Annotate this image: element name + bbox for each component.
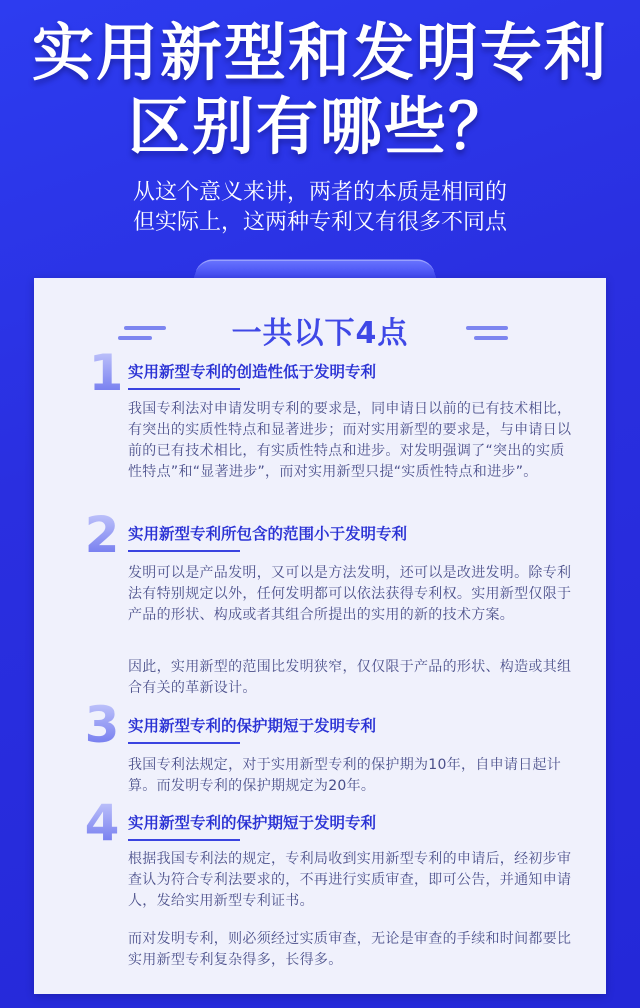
subtitle-line-1: 从这个意义来讲，两者的本质是相同的 (132, 180, 507, 205)
section-underline-3 (128, 742, 240, 744)
section-paragraph-2b: 因此，实用新型的范围比发明狭窄，仅仅限于产品的形状、构造或其组合有关的革新设计。 (128, 659, 572, 696)
card-heading-text: 一共以下4点 (231, 316, 409, 351)
heading-decoration-right (466, 326, 508, 346)
section-paragraph-2a: 发明可以是产品发明，又可以是方法发明，还可以是改进发明。除专利法有特别规定以外，任何发明都可以依法获得专利权。实用新型仅限于产品的形状、构成或者其组合所提出的实用的新的技术方案。 (128, 565, 572, 623)
page-title-line-1: 实用新型和发明专利 (31, 16, 608, 89)
section-paragraph-4b: 而对发明专利，则必须经过实质审查，无论是审查的手续和时间都要比实用新型专利复杂得多，长得多。 (128, 931, 572, 968)
section-underline-1 (128, 388, 240, 390)
section-underline-4 (128, 839, 240, 841)
section-paragraph-4a: 根据我国专利法的规定，专利局收到实用新型专利的申请后，经初步审查认为符合专利法要求的，不再进行实质审查，即可公告，并通知申请人，发给实用新型专利证书。 (128, 851, 572, 909)
section-paragraph-3: 我国专利法规定，对于实用新型专利的保护期为10年，自申请日起计算。而发明专利的保护期规定为20年。 (128, 757, 562, 794)
section-number-2: 2 (80, 510, 124, 560)
section-number-3: 3 (80, 700, 124, 750)
section-number-4: 4 (80, 798, 124, 848)
content-card (34, 278, 606, 994)
section-title-4: 实用新型专利的保护期短于发明专利 (128, 814, 377, 832)
section-underline-2 (128, 550, 240, 552)
section-number-1: 1 (84, 348, 128, 398)
page-title-line-2: 区别有哪些？ (127, 90, 512, 163)
section-title-2: 实用新型专利所包含的范围小于发明专利 (128, 525, 408, 543)
section-paragraph-1: 我国专利法对申请发明专利的要求是，同申请日以前的已有技术相比，有突出的实质性特点和显著进步；而对实用新型的要求是，与申请日以前的已有技术相比，有实质性特点和进步。对发明强调了“突出的实质性特点”和“显著进步”，而对实用新型只提“实质性特点和进步”。 (128, 401, 572, 480)
subtitle-line-2: 但实际上，这两种专利又有很多不同点 (132, 210, 507, 235)
section-title-3: 实用新型专利的保护期短于发明专利 (128, 717, 377, 735)
section-title-1: 实用新型专利的创造性低于发明专利 (128, 363, 377, 381)
